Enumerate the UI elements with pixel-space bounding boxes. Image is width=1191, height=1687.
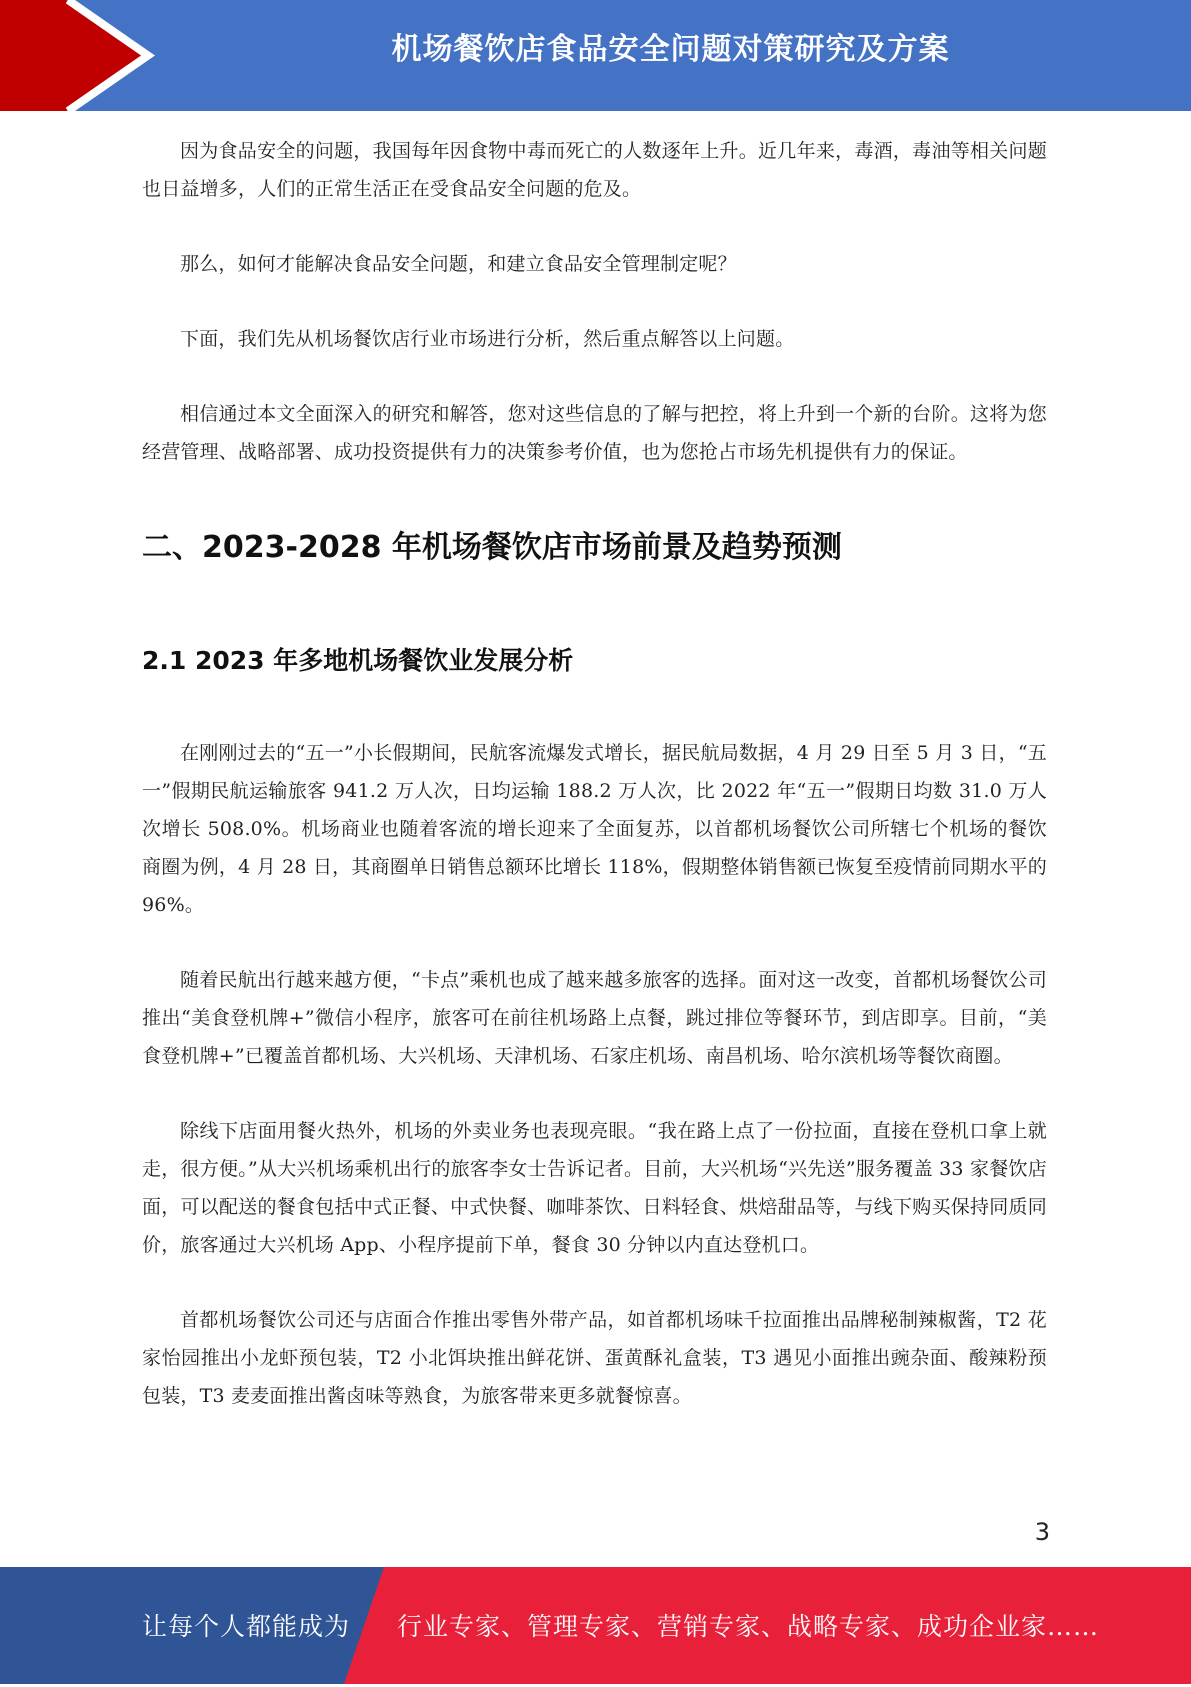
footer-slogan-right: 行业专家、管理专家、营销专家、战略专家、成功企业家…… [397, 1612, 1100, 1641]
subsection-heading: 2.1 2023 年多地机场餐饮业发展分析 [142, 646, 574, 675]
header-chevron-decoration [0, 0, 160, 111]
intro-paragraph-2: 那么，如何才能解决食品安全问题，和建立食品安全管理制定呢？ [180, 253, 737, 275]
footer-slogan-left: 让每个人都能成为 [142, 1612, 351, 1641]
body-paragraph-1: 在刚刚过去的“五一”小长假期间，民航客流爆发式增长，据民航局数据，4 月 29 日至 5 月 3 日，“五一”假期民航运输旅客 941.2 万人次，日均运输 188.2 万人次，比 2022 年“五一”假期日均数 31.0 万人次增长 508.0%。机场商业也随着客流的增长迎来了全面复苏，以首都机场餐饮公司所辖七个机场的餐饮商圈为例，4 月 28 日，其商圈单日销售总额环比增长 118%，假期整体销售额已恢复至疫情前同期水平的 96%。 [142, 742, 1047, 916]
intro-paragraph-1: 因为食品安全的问题，我国每年因食物中毒而死亡的人数逐年上升。近几年来，毒酒，毒油等相关问题也日益增多，人们的正常生活正在受食品安全问题的危及。 [142, 140, 1047, 200]
intro-paragraph-3: 下面，我们先从机场餐饮店行业市场进行分析，然后重点解答以上问题。 [180, 328, 795, 350]
section-heading: 二、2023-2028 年机场餐饮店市场前景及趋势预测 [142, 530, 842, 565]
page-number: 3 [1034, 1518, 1050, 1546]
page-header [0, 0, 1191, 111]
body-paragraph-4: 首都机场餐饮公司还与店面合作推出零售外带产品，如首都机场味千拉面推出品牌秘制辣椒酱，T2 花家怡园推出小龙虾预包装，T2 小北饵块推出鲜花饼、蛋黄酥礼盒装，T3 遇见小面推出豌杂面、酸辣粉预包装，T3 麦麦面推出酱卤味等熟食，为旅客带来更多就餐惊喜。 [142, 1309, 1047, 1407]
page-footer [0, 1567, 1191, 1684]
intro-paragraph-4: 相信通过本文全面深入的研究和解答，您对这些信息的了解与把控，将上升到一个新的台阶。这将为您经营管理、战略部署、成功投资提供有力的决策参考价值，也为您抢占市场先机提供有力的保证。 [142, 403, 1047, 463]
document-title: 机场餐饮店食品安全问题对策研究及方案 [391, 32, 950, 67]
document-body [142, 132, 1047, 1415]
body-paragraph-2: 随着民航出行越来越方便，“卡点”乘机也成了越来越多旅客的选择。面对这一改变，首都机场餐饮公司推出“美食登机牌+”微信小程序，旅客可在前往机场路上点餐，跳过排位等餐环节，到店即享。目前，“美食登机牌+”已覆盖首都机场、大兴机场、天津机场、石家庄机场、南昌机场、哈尔滨机场等餐饮商圈。 [142, 969, 1047, 1067]
body-paragraph-3: 除线下店面用餐火热外，机场的外卖业务也表现亮眼。“我在路上点了一份拉面，直接在登机口拿上就走，很方便。”从大兴机场乘机出行的旅客李女士告诉记者。目前，大兴机场“兴先送”服务覆盖 33 家餐饮店面，可以配送的餐食包括中式正餐、中式快餐、咖啡茶饮、日料轻食、烘焙甜品等，与线下购买保持同质同价，旅客通过大兴机场 App、小程序提前下单，餐食 30 分钟以内直达登机口。 [142, 1120, 1047, 1256]
